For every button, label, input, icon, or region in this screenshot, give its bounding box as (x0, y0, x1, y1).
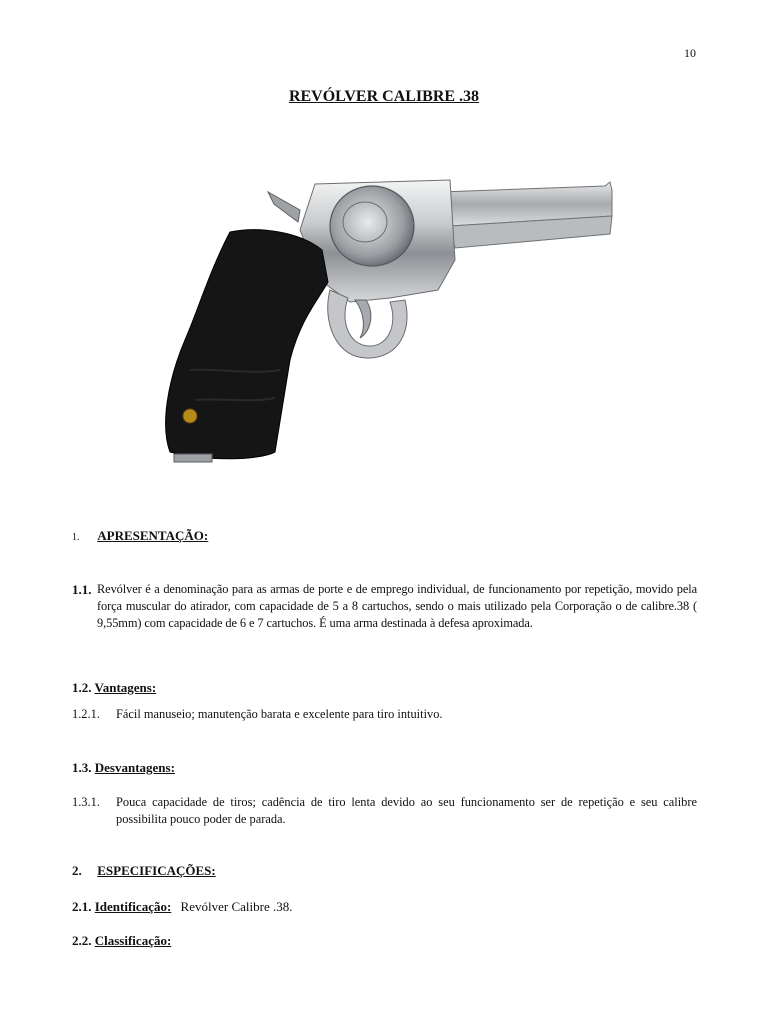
document-title: REVÓLVER CALIBRE .38 (288, 88, 480, 105)
section-number: 2. (72, 863, 82, 878)
identificacao-value: Revólver Calibre .38. (180, 899, 293, 914)
item-1-2-1 (72, 706, 697, 723)
heading-classificacao (72, 933, 171, 949)
revolver-photo (150, 170, 630, 480)
heading-label: Identificação: (94, 899, 172, 914)
section-apresentacao (72, 528, 208, 544)
paragraph-text: Revólver é a denominação para as armas de porte e de emprego individual, de funcionamento por repetição, movido pela força muscular do atirador, com capacidade de 5 a 8 cartuchos, sendo o mais utilizado pela Corporação o de calibre.38 ( 9,55mm) com capacidade de 6 e 7 cartuchos. É uma arma destinada à defesa aproximada. (97, 582, 697, 630)
heading-vantagens (72, 680, 156, 696)
item-1-3-1 (72, 794, 697, 828)
heading-label: Vantagens: (94, 680, 157, 695)
heading-label: Desvantagens: (94, 760, 175, 775)
item-number: 1.3.1. (72, 795, 100, 809)
heading-identificacao (72, 899, 292, 915)
item-text: Pouca capacidade de tiros; cadência de tiro lenta devido ao seu funcionamento ser de repetição e seu calibre possibilita pouco poder de parada. (116, 795, 697, 826)
item-number: 1.2.1. (72, 707, 100, 721)
heading-number: 2.2. (72, 933, 92, 948)
heading-number: 1.2. (72, 680, 92, 695)
paragraph-1-1 (72, 581, 697, 632)
heading-number: 1.3. (72, 760, 92, 775)
item-text: Fácil manuseio; manutenção barata e excelente para tiro intuitivo. (116, 707, 443, 721)
section-especificacoes (72, 863, 216, 879)
paragraph-number: 1.1. (72, 582, 92, 597)
section-title: APRESENTAÇÃO: (97, 528, 209, 543)
page-number: 10 (684, 46, 696, 60)
section-number: 1. (72, 532, 80, 543)
heading-desvantagens (72, 760, 175, 776)
heading-number: 2.1. (72, 899, 92, 914)
revolver-illustration (150, 170, 630, 480)
section-title: ESPECIFICAÇÕES: (97, 863, 216, 878)
heading-label: Classificação: (94, 933, 172, 948)
